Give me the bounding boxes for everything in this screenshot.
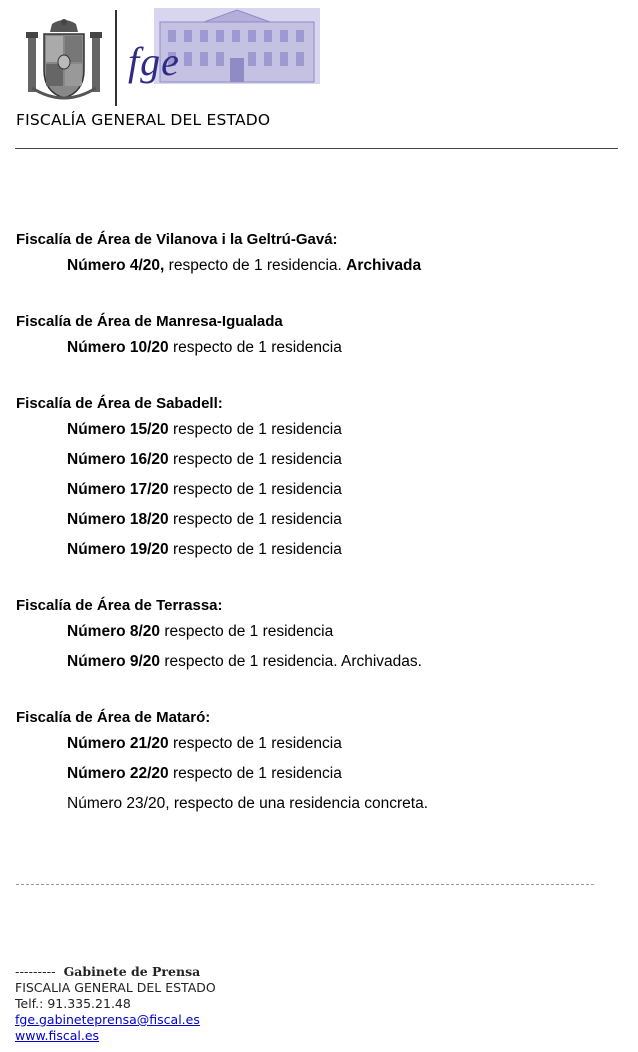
case-number: Número 10/20 [67, 339, 169, 356]
case-item [16, 505, 616, 535]
case-description: respecto de 1 residencia [168, 765, 342, 782]
section [16, 595, 616, 677]
case-number: Número 22/20 [67, 765, 169, 782]
section [16, 707, 616, 819]
section-title: Fiscalía de Área de Sabadell: [16, 395, 223, 412]
section [16, 311, 616, 363]
case-item [16, 475, 616, 505]
case-item [16, 759, 616, 789]
case-description: respecto de 1 residencia [168, 339, 342, 356]
case-status: Archivada [346, 257, 422, 274]
case-number: Número 19/20 [67, 541, 169, 558]
header-rule [15, 148, 618, 149]
case-description: respecto de 1 residencia [168, 481, 342, 498]
section [16, 229, 616, 281]
case-description: respecto de 1 residencia. Archivadas. [160, 653, 422, 670]
org-title: FISCALÍA GENERAL DEL ESTADO [16, 111, 271, 129]
footer-prefix: --------- [15, 964, 56, 979]
case-item [16, 535, 616, 565]
press-office-label: Gabinete de Prensa [63, 964, 201, 979]
section-title: Fiscalía de Área de Mataró: [16, 709, 211, 726]
website-link[interactable]: www.fiscal.es [15, 1028, 100, 1043]
case-number: Número 16/20 [67, 451, 169, 468]
case-description: respecto de 1 residencia [168, 541, 342, 558]
case-number: Número 9/20 [67, 653, 161, 670]
case-number: Número 18/20 [67, 511, 169, 528]
fge-logo: fge [128, 39, 180, 84]
case-item [16, 333, 616, 363]
case-description: respecto de 1 residencia. [164, 257, 347, 274]
email-link[interactable]: fge.gabineteprensa@fiscal.es [15, 1012, 200, 1027]
coat-of-arms-icon [24, 18, 104, 102]
case-item [16, 647, 616, 677]
case-description: respecto de 1 residencia [168, 511, 342, 528]
case-description: Número 23/20, respecto de una residencia concreta. [67, 795, 429, 812]
section-title: Fiscalía de Área de Vilanova i la Geltrú-Gavá: [16, 231, 338, 248]
case-item [16, 415, 616, 445]
case-number: Número 17/20 [67, 481, 169, 498]
letterhead [16, 8, 620, 112]
case-item [16, 251, 616, 281]
case-description: respecto de 1 residencia [168, 735, 342, 752]
case-number: Número 15/20 [67, 421, 169, 438]
case-number: Número 21/20 [67, 735, 169, 752]
section-title: Fiscalía de Área de Manresa-Igualada [16, 313, 283, 330]
case-description: respecto de 1 residencia [168, 421, 342, 438]
case-description: respecto de 1 residencia [160, 623, 334, 640]
header-divider [115, 10, 117, 106]
case-number: Número 4/20, [67, 257, 165, 274]
footer [15, 964, 216, 1044]
case-number: Número 8/20 [67, 623, 161, 640]
case-item [16, 617, 616, 647]
case-item [16, 789, 616, 819]
case-description: respecto de 1 residencia [168, 451, 342, 468]
case-item [16, 445, 616, 475]
section-title: Fiscalía de Área de Terrassa: [16, 597, 223, 614]
dashed-separator [16, 884, 594, 885]
section [16, 393, 616, 565]
case-item [16, 729, 616, 759]
footer-org: FISCALIA GENERAL DEL ESTADO [15, 980, 216, 995]
footer-phone: Telf.: 91.335.21.48 [15, 996, 131, 1011]
footer-press-line [15, 964, 216, 980]
document-body [16, 229, 616, 849]
